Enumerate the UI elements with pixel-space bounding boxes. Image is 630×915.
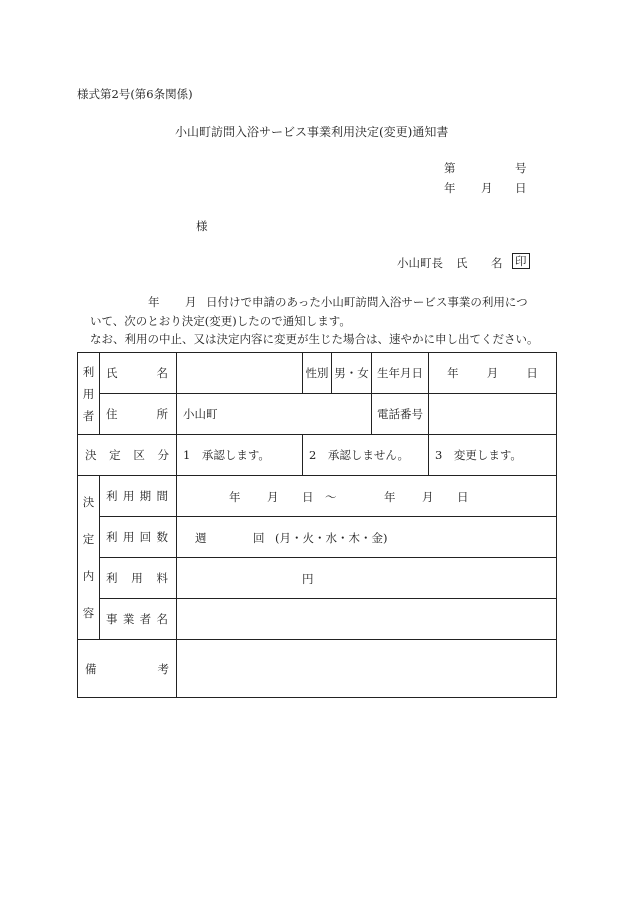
name-field[interactable] bbox=[177, 353, 303, 394]
decision-label: 決 定 区 分 bbox=[78, 435, 177, 476]
gender-options[interactable]: 男・女 bbox=[332, 353, 372, 394]
decision-option-approve[interactable]: 1 承認します。 bbox=[177, 435, 303, 476]
fee-field[interactable]: 円 bbox=[177, 558, 557, 599]
provider-label: 事 業 者 名 bbox=[100, 599, 177, 640]
issuer-mei: 名 bbox=[491, 256, 503, 270]
date-day: 日 bbox=[515, 181, 527, 195]
issuer-title: 小山町長 bbox=[397, 256, 443, 270]
address-field[interactable]: 小山町 bbox=[177, 394, 372, 435]
row-decision bbox=[78, 435, 557, 476]
row-name bbox=[78, 353, 557, 394]
count-label: 利 用 回 数 bbox=[100, 517, 177, 558]
address-label: 住 所 bbox=[100, 394, 177, 435]
birthdate-field[interactable]: 年 月 日 bbox=[429, 353, 557, 394]
remarks-label: 備 考 bbox=[78, 640, 177, 698]
decision-content-group-label: 決 定 内 容 bbox=[78, 476, 100, 640]
intro-line-2: いて、次のとおり決定(変更)したので通知します。 bbox=[90, 314, 351, 328]
row-provider bbox=[78, 599, 557, 640]
remarks-field[interactable] bbox=[177, 640, 557, 698]
period-field[interactable]: 年 月 日 〜 年 月 日 bbox=[177, 476, 557, 517]
phone-field[interactable] bbox=[429, 394, 557, 435]
phone-label: 電話番号 bbox=[372, 394, 429, 435]
birthdate-label: 生年月日 bbox=[372, 353, 429, 394]
date-month: 月 bbox=[481, 181, 493, 195]
period-label: 利 用 期 間 bbox=[100, 476, 177, 517]
doc-number-suffix: 号 bbox=[515, 161, 527, 175]
intro-line-3: なお、利用の中止、又は決定内容に変更が生じた場合は、速やかに申し出てください。 bbox=[90, 332, 539, 346]
intro-month: 月 bbox=[185, 295, 197, 309]
fee-label: 利 用 料 bbox=[100, 558, 177, 599]
document-title: 小山町訪問入浴サービス事業利用決定(変更)通知書 bbox=[175, 125, 449, 139]
row-address bbox=[78, 394, 557, 435]
decision-option-change[interactable]: 3 変更します。 bbox=[429, 435, 557, 476]
user-group-label: 利 用 者 bbox=[78, 353, 100, 435]
issuer-shi: 氏 bbox=[456, 256, 468, 270]
row-count bbox=[78, 517, 557, 558]
seal-label: 印 bbox=[512, 253, 530, 269]
date-year: 年 bbox=[444, 181, 456, 195]
row-remarks bbox=[78, 640, 557, 698]
decision-option-reject[interactable]: 2 承認しません。 bbox=[303, 435, 429, 476]
row-fee bbox=[78, 558, 557, 599]
provider-field[interactable] bbox=[177, 599, 557, 640]
form-number: 様式第2号(第6条関係) bbox=[77, 87, 193, 101]
intro-year: 年 bbox=[148, 295, 160, 309]
row-period bbox=[78, 476, 557, 517]
intro-line-1: 日付けで申請のあった小山町訪問入浴サービス事業の利用につ bbox=[206, 295, 528, 309]
notification-form-table bbox=[77, 352, 557, 698]
name-label: 氏 名 bbox=[100, 353, 177, 394]
gender-label: 性別 bbox=[303, 353, 332, 394]
seal-mark bbox=[512, 253, 530, 269]
count-field[interactable]: 週 回 (月・火・水・木・金) bbox=[177, 517, 557, 558]
addressee-suffix: 様 bbox=[196, 219, 208, 233]
doc-number-prefix: 第 bbox=[444, 161, 456, 175]
